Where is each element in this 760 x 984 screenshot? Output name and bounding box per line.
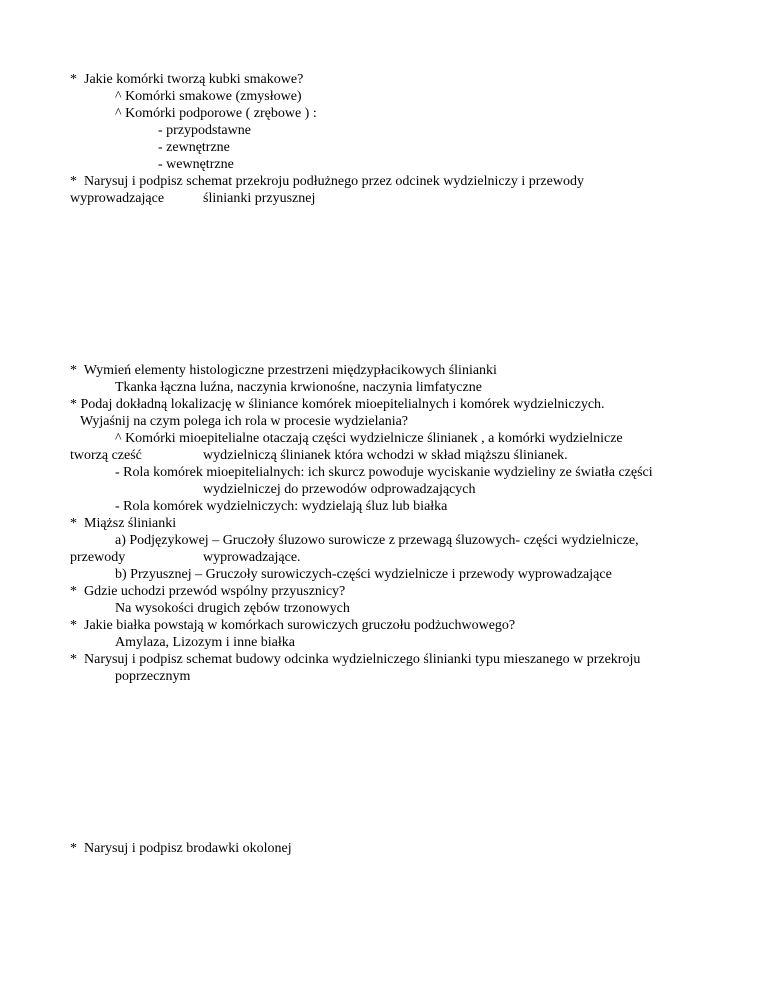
answer-basal: - przypodstawne (158, 123, 251, 138)
question-draw-mixed-gland: * Narysuj i podpisz schemat budowy odcinka wydzielniczego ślinianki typu mieszanego w przekroju (70, 652, 641, 667)
answer-myoepithelial-cont-a: tworzą cześć (70, 448, 142, 463)
answer-secretory-role: - Rola komórek wydzielniczych: wydzielają śluz lub białka (115, 499, 448, 514)
answer-myoepithelial-location: ^ Komórki mioepitelialne otaczają części wydzielnicze ślinianek , a komórki wydzielnicze (115, 431, 623, 446)
question-interlobular-elements: * Wymień elementy histologiczne przestrzeni międzypłacikowych ślinianki (70, 363, 497, 378)
question-parenchyma: * Miąższ ślinianki (70, 516, 177, 531)
answer-parotid-duct: Na wysokości drugich zębów trzonowych (115, 601, 350, 616)
question-myoepithelial-location: * Podaj dokładną lokalizację w śliniance komórek mioepitelialnych i komórek wydzielniczych. (70, 397, 605, 412)
question-taste-buds: * Jakie komórki tworzą kubki smakowe? (70, 72, 304, 87)
answer-parotid: b) Przyusznej – Gruczoły surowiczych-części wydzielnicze i przewody wyprowadzające (115, 567, 612, 582)
question-draw-parotid-cont-b: ślinianki przyusznej (203, 191, 316, 206)
answer-submandibular-proteins: Amylaza, Lizozym i inne białka (115, 635, 295, 650)
answer-myoepithelial-cont-b: wydzielniczą ślinianek która wchodzi w skład miąższu ślinianek. (203, 448, 568, 463)
question-draw-vallate-papilla: * Narysuj i podpisz brodawki okolonej (70, 841, 292, 856)
answer-outer: - zewnętrzne (158, 140, 230, 155)
question-draw-mixed-gland-cont: poprzecznym (115, 669, 191, 684)
question-draw-parotid-cont-a: wyprowadzające (70, 191, 165, 206)
answer-supporting-cells: ^ Komórki podporowe ( zrębowe ) : (115, 106, 317, 121)
question-draw-parotid-section: * Narysuj i podpisz schemat przekroju podłużnego przez odcinek wydzielniczy i przewody (70, 174, 584, 189)
answer-sublingual: a) Podjęzykowej – Gruczoły śluzowo surowicze z przewagą śluzowych- części wydzielnicze, (115, 533, 639, 548)
answer-myoepithelial-role: - Rola komórek mioepitelialnych: ich skurcz powoduje wyciskanie wydzieliny ze światła części (115, 465, 653, 480)
question-submandibular-proteins: * Jakie białka powstają w komórkach surowiczych gruczołu podżuchwowego? (70, 618, 516, 633)
answer-interlobular-elements: Tkanka łączna luźna, naczynia krwionośne, naczynia limfatyczne (115, 380, 482, 395)
answer-sublingual-cont-a: przewody (70, 550, 126, 565)
question-parotid-duct: * Gdzie uchodzi przewód wspólny przyusznicy? (70, 584, 346, 599)
answer-sublingual-cont-b: wyprowadzające. (203, 550, 301, 565)
answer-taste-cells: ^ Komórki smakowe (zmysłowe) (115, 89, 302, 104)
answer-inner: - wewnętrzne (158, 157, 234, 172)
question-myoepithelial-role: Wyjaśnij na czym polega ich rola w procesie wydzielania? (80, 414, 409, 429)
answer-myoepithelial-role-cont: wydzielniczej do przewodów odprowadzających (203, 482, 476, 497)
